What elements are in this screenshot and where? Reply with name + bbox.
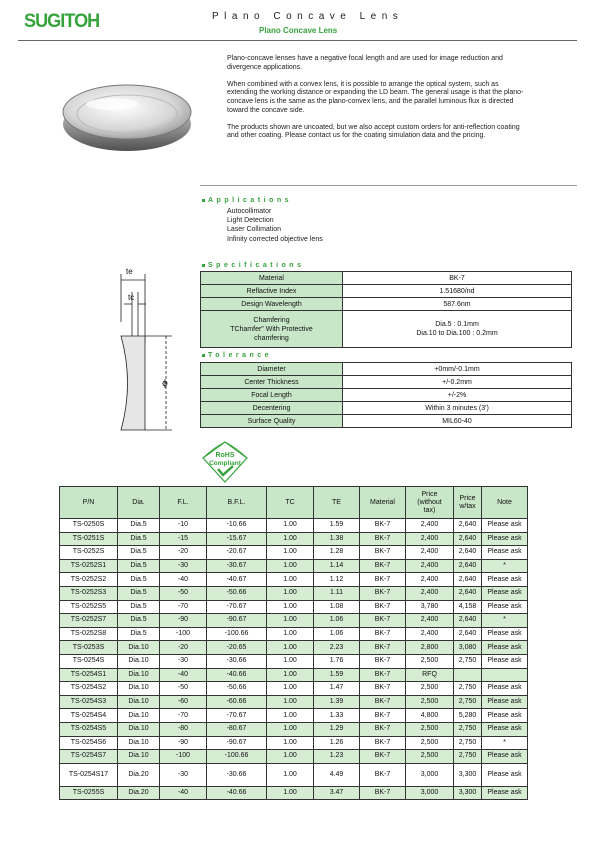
note-cell: Please ask [482, 709, 528, 723]
edge-thickness-cell: 4.49 [314, 763, 360, 786]
part-number-cell: TS-0252S8 [60, 627, 118, 641]
header-divider [18, 40, 577, 41]
back-focal-length-cell: -30.66 [207, 654, 267, 668]
part-number-cell: TS-0252S [60, 546, 118, 560]
center-thickness-cell: 1.00 [267, 668, 314, 682]
part-number-cell: TS-0254S2 [60, 682, 118, 696]
focal-length-cell: -70 [160, 709, 207, 723]
column-header: Dia. [118, 487, 160, 519]
material-cell: BK-7 [360, 736, 406, 750]
column-header: B.F.L. [207, 487, 267, 519]
note-cell: Please ask [482, 586, 528, 600]
edge-thickness-cell: 1.11 [314, 586, 360, 600]
center-thickness-cell: 1.00 [267, 546, 314, 560]
product-row [60, 641, 528, 655]
rohs-compliant-badge [199, 440, 251, 484]
part-number-cell: TS-0253S [60, 641, 118, 655]
tolerance-label: Center Thickness [201, 376, 343, 389]
edge-thickness-cell: 1.23 [314, 750, 360, 764]
product-row [60, 668, 528, 682]
center-thickness-cell: 1.00 [267, 786, 314, 800]
application-item: Infinity corrected objective lens [227, 235, 323, 243]
application-item: Laser Collimation [227, 226, 282, 234]
spec-label: Reflactive Index [201, 285, 343, 298]
intro-text [227, 55, 527, 150]
part-number-cell: TS-0254S4 [60, 709, 118, 723]
center-thickness-cell: 1.00 [267, 654, 314, 668]
part-number-cell: TS-0254S5 [60, 722, 118, 736]
specifications-table [200, 271, 572, 348]
center-thickness-cell: 1.00 [267, 573, 314, 587]
back-focal-length-cell: -20.65 [207, 641, 267, 655]
center-thickness-cell: 1.00 [267, 559, 314, 573]
focal-length-cell: -20 [160, 546, 207, 560]
back-focal-length-cell: -70.67 [207, 600, 267, 614]
diameter-cell: Dia.5 [118, 519, 160, 533]
tolerance-value: +/-0.2mm [343, 376, 572, 389]
tolerance-label: Decentering [201, 402, 343, 415]
price-cell: 2,500 [406, 722, 454, 736]
edge-thickness-cell: 1.33 [314, 709, 360, 723]
product-row [60, 695, 528, 709]
diameter-cell: Dia.5 [118, 532, 160, 546]
center-thickness-cell: 1.00 [267, 682, 314, 696]
column-header: Note [482, 487, 528, 519]
tolerance-row [201, 402, 572, 415]
note-cell: * [482, 559, 528, 573]
price-cell: 2,400 [406, 586, 454, 600]
diameter-cell: Dia.5 [118, 600, 160, 614]
part-number-cell: TS-0252S5 [60, 600, 118, 614]
edge-thickness-cell: 1.59 [314, 668, 360, 682]
back-focal-length-cell: -10.66 [207, 519, 267, 533]
part-number-cell: TS-0254S3 [60, 695, 118, 709]
price-cell: 2,400 [406, 573, 454, 587]
diameter-cell: Dia.5 [118, 627, 160, 641]
focal-length-cell: -90 [160, 736, 207, 750]
part-number-cell: TS-0252S1 [60, 559, 118, 573]
price-with-tax-cell: 2,640 [454, 532, 482, 546]
tolerance-value: MIL60-40 [343, 415, 572, 428]
material-cell: BK-7 [360, 559, 406, 573]
page-subtitle: Plano Concave Lens [259, 26, 338, 35]
tolerance-table [200, 362, 572, 428]
diameter-cell: Dia.10 [118, 695, 160, 709]
diameter-cell: Dia.10 [118, 641, 160, 655]
price-with-tax-cell: 2,750 [454, 682, 482, 696]
material-cell: BK-7 [360, 519, 406, 533]
product-row [60, 709, 528, 723]
product-row [60, 586, 528, 600]
part-number-cell: TS-0252S2 [60, 573, 118, 587]
column-header: TE [314, 487, 360, 519]
back-focal-length-cell: -15.67 [207, 532, 267, 546]
price-with-tax-cell: 2,640 [454, 586, 482, 600]
edge-thickness-cell: 1.47 [314, 682, 360, 696]
diameter-cell: Dia.10 [118, 750, 160, 764]
column-header: TC [267, 487, 314, 519]
company-logo: SUGITOH [24, 11, 100, 32]
product-row [60, 763, 528, 786]
price-with-tax-cell: 2,640 [454, 546, 482, 560]
focal-length-cell: -100 [160, 627, 207, 641]
product-row [60, 546, 528, 560]
material-cell: BK-7 [360, 654, 406, 668]
product-table-header [60, 487, 528, 519]
back-focal-length-cell: -70.67 [207, 709, 267, 723]
focal-length-cell: -50 [160, 586, 207, 600]
price-with-tax-cell: 3,080 [454, 641, 482, 655]
tolerance-label: Surface Quality [201, 415, 343, 428]
material-cell: BK-7 [360, 573, 406, 587]
note-cell: Please ask [482, 546, 528, 560]
back-focal-length-cell: -30.66 [207, 763, 267, 786]
applications-heading: Applications [202, 197, 292, 204]
price-cell: 2,500 [406, 750, 454, 764]
edge-thickness-cell: 1.59 [314, 519, 360, 533]
tolerance-label: Focal Length [201, 389, 343, 402]
edge-thickness-cell: 1.38 [314, 532, 360, 546]
material-cell: BK-7 [360, 763, 406, 786]
center-thickness-cell: 1.00 [267, 519, 314, 533]
material-cell: BK-7 [360, 627, 406, 641]
note-cell: Please ask [482, 654, 528, 668]
tolerance-row [201, 363, 572, 376]
center-thickness-cell: 1.00 [267, 750, 314, 764]
tolerance-label: Diameter [201, 363, 343, 376]
bullet-square-icon [202, 199, 205, 202]
center-thickness-cell: 1.00 [267, 641, 314, 655]
price-cell: 2,500 [406, 654, 454, 668]
note-cell: Please ask [482, 722, 528, 736]
part-number-cell: TS-0250S [60, 519, 118, 533]
focal-length-cell: -40 [160, 573, 207, 587]
edge-thickness-cell: 3.47 [314, 786, 360, 800]
back-focal-length-cell: -20.67 [207, 546, 267, 560]
price-with-tax-cell: 3,300 [454, 786, 482, 800]
edge-thickness-cell: 2.23 [314, 641, 360, 655]
back-focal-length-cell: -80.67 [207, 722, 267, 736]
edge-thickness-cell: 1.06 [314, 627, 360, 641]
column-header: F.L. [160, 487, 207, 519]
note-cell: Please ask [482, 627, 528, 641]
diameter-cell: Dia.5 [118, 614, 160, 628]
product-row [60, 786, 528, 800]
price-with-tax-cell: 2,750 [454, 722, 482, 736]
focal-length-cell: -70 [160, 600, 207, 614]
part-number-cell: TS-0254S6 [60, 736, 118, 750]
part-number-cell: TS-0254S1 [60, 668, 118, 682]
part-number-cell: TS-0255S [60, 786, 118, 800]
tolerance-row [201, 389, 572, 402]
price-cell: 2,400 [406, 532, 454, 546]
note-cell: Please ask [482, 641, 528, 655]
page-title: Plano Concave Lens [212, 11, 404, 22]
product-row [60, 600, 528, 614]
product-table [59, 486, 528, 800]
center-thickness-cell: 1.00 [267, 532, 314, 546]
price-with-tax-cell: 2,640 [454, 519, 482, 533]
diameter-cell: Dia.10 [118, 709, 160, 723]
tolerance-heading: Tolerance [202, 352, 272, 359]
center-thickness-cell: 1.00 [267, 736, 314, 750]
spec-label: Chamfering TChamfer" With Protective chamfering [201, 311, 343, 348]
te-label: te [126, 267, 133, 276]
material-cell: BK-7 [360, 546, 406, 560]
tolerance-value: +0mm/-0.1mm [343, 363, 572, 376]
application-item: Light Detection [227, 217, 274, 225]
back-focal-length-cell: -30.67 [207, 559, 267, 573]
spec-label: Material [201, 272, 343, 285]
note-cell: Please ask [482, 573, 528, 587]
bullet-square-icon [202, 354, 205, 357]
part-number-cell: TS-0252S7 [60, 614, 118, 628]
diameter-cell: Dia.10 [118, 654, 160, 668]
column-header: Material [360, 487, 406, 519]
applications-list [227, 207, 323, 244]
product-row [60, 736, 528, 750]
price-cell: 3,780 [406, 600, 454, 614]
back-focal-length-cell: -60.66 [207, 695, 267, 709]
tolerance-row [201, 376, 572, 389]
note-cell: Please ask [482, 682, 528, 696]
center-thickness-cell: 1.00 [267, 627, 314, 641]
product-row [60, 614, 528, 628]
column-header: Price w/tax [454, 487, 482, 519]
intro-paragraph: When combined with a convex lens, it is possible to arrange the optical system, such as extending the working distance or expanding the LD beam. The general usage is that the plano-concave lens is the same as the plano-convex lens, and the parallel luminous flux is directed toward the concave side. [227, 80, 524, 114]
note-cell: Please ask [482, 695, 528, 709]
diameter-cell: Dia.20 [118, 786, 160, 800]
material-cell: BK-7 [360, 682, 406, 696]
edge-thickness-cell: 1.08 [314, 600, 360, 614]
product-row [60, 654, 528, 668]
spec-label: Design Wavelength [201, 298, 343, 311]
material-cell: BK-7 [360, 532, 406, 546]
note-cell: Please ask [482, 786, 528, 800]
price-with-tax-cell: 2,750 [454, 736, 482, 750]
material-cell: BK-7 [360, 750, 406, 764]
back-focal-length-cell: -40.66 [207, 668, 267, 682]
spec-value: 1.51680/nd [343, 285, 572, 298]
back-focal-length-cell: -40.67 [207, 573, 267, 587]
spec-value: Dia.5 : 0.1mm Dia.10 to Dia.100 : 0.2mm [343, 311, 572, 348]
price-cell: 3,000 [406, 786, 454, 800]
part-number-cell: TS-0254S17 [60, 763, 118, 786]
edge-thickness-cell: 1.26 [314, 736, 360, 750]
product-row [60, 682, 528, 696]
focal-length-cell: -10 [160, 519, 207, 533]
part-number-cell: TS-0252S3 [60, 586, 118, 600]
center-thickness-cell: 1.00 [267, 614, 314, 628]
center-thickness-cell: 1.00 [267, 600, 314, 614]
back-focal-length-cell: -50.66 [207, 682, 267, 696]
edge-thickness-cell: 1.28 [314, 546, 360, 560]
diameter-cell: Dia.20 [118, 763, 160, 786]
focal-length-cell: -15 [160, 532, 207, 546]
back-focal-length-cell: -90.67 [207, 736, 267, 750]
material-cell: BK-7 [360, 722, 406, 736]
price-with-tax-cell: 2,640 [454, 627, 482, 641]
rohs-label: RoHS [215, 452, 235, 459]
note-cell: Please ask [482, 532, 528, 546]
price-cell: 2,400 [406, 559, 454, 573]
material-cell: BK-7 [360, 668, 406, 682]
focal-length-cell: -50 [160, 682, 207, 696]
material-cell: BK-7 [360, 695, 406, 709]
focal-length-cell: -40 [160, 668, 207, 682]
back-focal-length-cell: -100.66 [207, 627, 267, 641]
price-cell: RFQ [406, 668, 454, 682]
tolerance-value: Within 3 minutes (3') [343, 402, 572, 415]
bullet-square-icon [202, 264, 205, 267]
diameter-cell: Dia.10 [118, 722, 160, 736]
product-row [60, 627, 528, 641]
product-row [60, 573, 528, 587]
focal-length-cell: -60 [160, 695, 207, 709]
spec-value: 587.6nm [343, 298, 572, 311]
center-thickness-cell: 1.00 [267, 763, 314, 786]
product-row [60, 722, 528, 736]
material-cell: BK-7 [360, 641, 406, 655]
material-cell: BK-7 [360, 786, 406, 800]
product-row [60, 559, 528, 573]
center-thickness-cell: 1.00 [267, 586, 314, 600]
note-cell: Please ask [482, 750, 528, 764]
back-focal-length-cell: -90.67 [207, 614, 267, 628]
diameter-cell: Dia.10 [118, 736, 160, 750]
price-cell: 2,400 [406, 627, 454, 641]
focal-length-cell: -80 [160, 722, 207, 736]
tolerance-value: +/-2% [343, 389, 572, 402]
material-cell: BK-7 [360, 614, 406, 628]
tc-label: tc [128, 293, 135, 302]
edge-thickness-cell: 1.29 [314, 722, 360, 736]
focal-length-cell: -30 [160, 763, 207, 786]
note-cell: * [482, 614, 528, 628]
center-thickness-cell: 1.00 [267, 722, 314, 736]
tolerance-row [201, 415, 572, 428]
column-header: Price (without tax) [406, 487, 454, 519]
edge-thickness-cell: 1.76 [314, 654, 360, 668]
focal-length-cell: -30 [160, 559, 207, 573]
edge-thickness-cell: 1.39 [314, 695, 360, 709]
focal-length-cell: -100 [160, 750, 207, 764]
spec-row [201, 272, 572, 285]
price-cell: 2,500 [406, 736, 454, 750]
intro-paragraph: The products shown are uncoated, but we also accept custom orders for anti-reflection coating and other coating. Please contact us for the coating simulation data and the pricing. [227, 123, 520, 140]
price-with-tax-cell: 2,750 [454, 695, 482, 709]
note-cell: Please ask [482, 519, 528, 533]
product-row [60, 750, 528, 764]
diameter-cell: Dia.10 [118, 668, 160, 682]
price-with-tax-cell: 5,280 [454, 709, 482, 723]
section-divider [200, 185, 577, 186]
note-cell: Please ask [482, 763, 528, 786]
back-focal-length-cell: -50.66 [207, 586, 267, 600]
center-thickness-cell: 1.00 [267, 695, 314, 709]
price-with-tax-cell [454, 668, 482, 682]
spec-row [201, 311, 572, 348]
part-number-cell: TS-0254S [60, 654, 118, 668]
specifications-heading: Specifications [202, 262, 304, 269]
note-cell [482, 668, 528, 682]
price-with-tax-cell: 4,158 [454, 600, 482, 614]
focal-length-cell: -30 [160, 654, 207, 668]
price-with-tax-cell: 2,750 [454, 750, 482, 764]
price-with-tax-cell: 2,640 [454, 573, 482, 587]
part-number-cell: TS-0251S [60, 532, 118, 546]
intro-paragraph: Plano-concave lenses have a negative focal length and are used for image reduction and divergence applications. [227, 55, 503, 71]
edge-thickness-cell: 1.06 [314, 614, 360, 628]
note-cell: * [482, 736, 528, 750]
spec-row [201, 285, 572, 298]
focal-length-cell: -90 [160, 614, 207, 628]
edge-thickness-cell: 1.12 [314, 573, 360, 587]
material-cell: BK-7 [360, 709, 406, 723]
lens-photo [60, 78, 195, 158]
compliant-label: Compliant [209, 460, 241, 467]
column-header: P/N [60, 487, 118, 519]
price-with-tax-cell: 2,750 [454, 654, 482, 668]
price-cell: 2,500 [406, 682, 454, 696]
back-focal-length-cell: -100.66 [207, 750, 267, 764]
material-cell: BK-7 [360, 586, 406, 600]
phi-label: ϕ [162, 379, 168, 389]
price-cell: 2,400 [406, 614, 454, 628]
lens-cross-section-diagram [100, 262, 190, 437]
part-number-cell: TS-0254S7 [60, 750, 118, 764]
back-focal-length-cell: -40.66 [207, 786, 267, 800]
diameter-cell: Dia.5 [118, 559, 160, 573]
product-row [60, 519, 528, 533]
note-cell: Please ask [482, 600, 528, 614]
edge-thickness-cell: 1.14 [314, 559, 360, 573]
focal-length-cell: -20 [160, 641, 207, 655]
diameter-cell: Dia.5 [118, 573, 160, 587]
spec-value: BK-7 [343, 272, 572, 285]
price-cell: 3,000 [406, 763, 454, 786]
product-row [60, 532, 528, 546]
center-thickness-cell: 1.00 [267, 709, 314, 723]
diameter-cell: Dia.5 [118, 586, 160, 600]
price-with-tax-cell: 3,300 [454, 763, 482, 786]
focal-length-cell: -40 [160, 786, 207, 800]
price-cell: 4,800 [406, 709, 454, 723]
price-with-tax-cell: 2,640 [454, 614, 482, 628]
price-cell: 2,400 [406, 546, 454, 560]
price-cell: 2,800 [406, 641, 454, 655]
application-item: Autocollimator [227, 208, 272, 215]
spec-row [201, 298, 572, 311]
price-with-tax-cell: 2,640 [454, 559, 482, 573]
diameter-cell: Dia.10 [118, 682, 160, 696]
diameter-cell: Dia.5 [118, 546, 160, 560]
price-cell: 2,400 [406, 519, 454, 533]
material-cell: BK-7 [360, 600, 406, 614]
price-cell: 2,500 [406, 695, 454, 709]
